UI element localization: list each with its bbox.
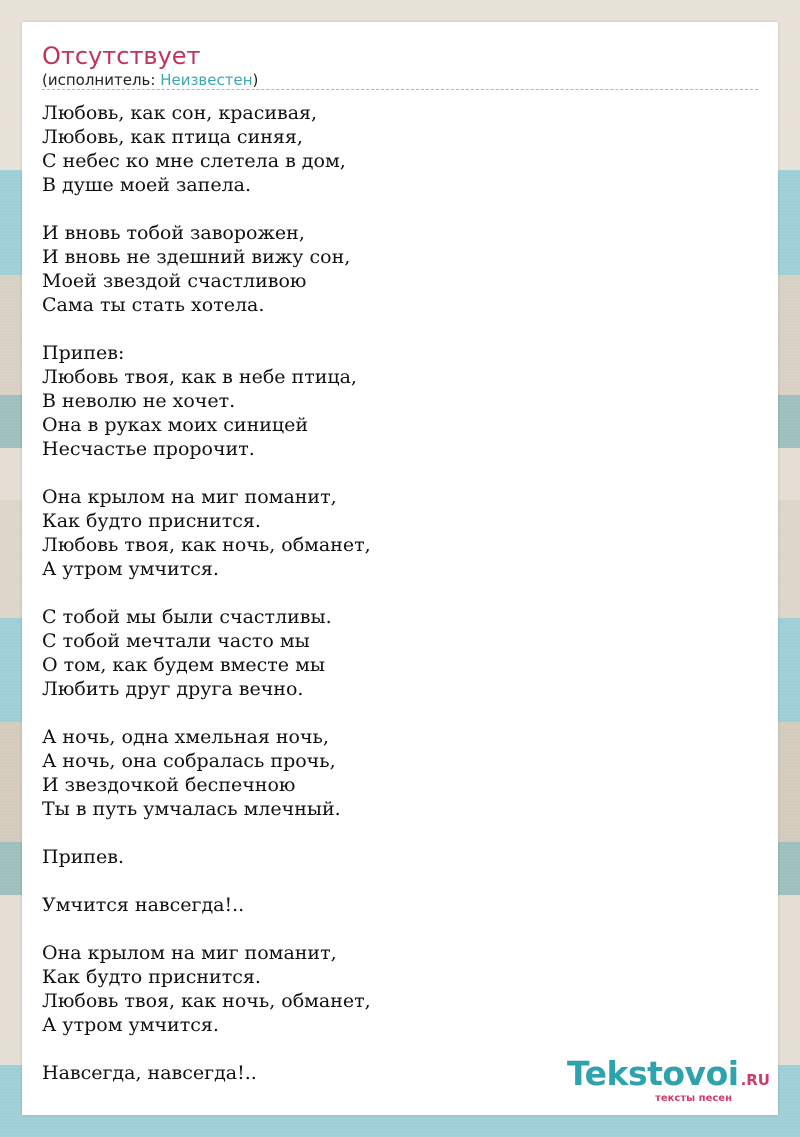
title-divider	[42, 89, 758, 90]
lyric-line: В неволю не хочет.	[42, 390, 236, 412]
lyrics-stanza	[42, 941, 758, 1037]
lyrics-stanza	[42, 101, 758, 197]
lyric-line: Как будто приснится.	[42, 510, 261, 532]
artist-link[interactable]: Неизвестен	[160, 71, 253, 89]
lyric-line: Она крылом на миг поманит,	[42, 942, 337, 964]
lyric-line: Любить друг друга вечно.	[42, 678, 304, 700]
lyric-line: Любовь твоя, как ночь, обманет,	[42, 534, 371, 556]
logo-tagline: тексты песен	[655, 1093, 732, 1104]
lyrics-stanza	[42, 341, 758, 461]
lyric-line: Любовь, как птица синяя,	[42, 126, 303, 148]
lyrics-stanza	[42, 845, 758, 869]
lyrics-stanza	[42, 893, 758, 917]
site-logo[interactable]	[567, 1054, 770, 1105]
lyric-line: Сама ты стать хотела.	[42, 294, 265, 316]
lyric-line: В душе моей запела.	[42, 174, 252, 196]
lyric-line: С тобой мечтали часто мы	[42, 630, 310, 652]
lyric-line: И вновь не здешний вижу сон,	[42, 246, 351, 268]
lyric-line: Ты в путь умчалась млечный.	[42, 798, 341, 820]
lyric-line: О том, как будем вместе мы	[42, 654, 325, 676]
lyric-line: Как будто приснится.	[42, 966, 261, 988]
lyric-line: Припев.	[42, 846, 125, 868]
lyric-line: Припев:	[42, 342, 125, 364]
logo-name: Tekstovoi	[567, 1054, 739, 1093]
lyric-line: А утром умчится.	[42, 558, 219, 580]
lyric-line: Любовь твоя, как ночь, обманет,	[42, 990, 371, 1012]
lyrics-body	[42, 101, 758, 1109]
lyric-line: И звездочкой беспечною	[42, 774, 296, 796]
artist-suffix: )	[252, 71, 259, 89]
lyric-line: Моей звездой счастливою	[42, 270, 307, 292]
lyrics-stanza	[42, 725, 758, 821]
song-title: Отсутствует	[42, 42, 201, 70]
lyric-line: А ночь, она собралась прочь,	[42, 750, 336, 772]
lyrics-stanza	[42, 605, 758, 701]
lyrics-card	[22, 22, 778, 1115]
lyric-line: Умчится навсегда!..	[42, 894, 245, 916]
lyric-line: Любовь, как сон, красивая,	[42, 102, 318, 124]
lyrics-stanza	[42, 485, 758, 581]
lyric-line: А утром умчится.	[42, 1014, 219, 1036]
lyrics-stanza	[42, 221, 758, 317]
logo-tld: .RU	[740, 1071, 770, 1089]
lyric-line: Навсегда, навсегда!..	[42, 1062, 257, 1084]
lyric-line: Любовь твоя, как в небе птица,	[42, 366, 357, 388]
artist-line	[42, 71, 258, 89]
lyric-line: Несчастье пророчит.	[42, 438, 255, 460]
lyric-line: И вновь тобой заворожен,	[42, 222, 305, 244]
lyric-line: Она в руках моих синицей	[42, 414, 309, 436]
lyric-line: С тобой мы были счастливы.	[42, 606, 332, 628]
artist-prefix: (исполнитель:	[42, 71, 161, 89]
lyric-line: С небес ко мне слетела в дом,	[42, 150, 346, 172]
lyric-line: Она крылом на миг поманит,	[42, 486, 337, 508]
lyric-line: А ночь, одна хмельная ночь,	[42, 726, 329, 748]
logo-wordmark	[567, 1054, 770, 1097]
